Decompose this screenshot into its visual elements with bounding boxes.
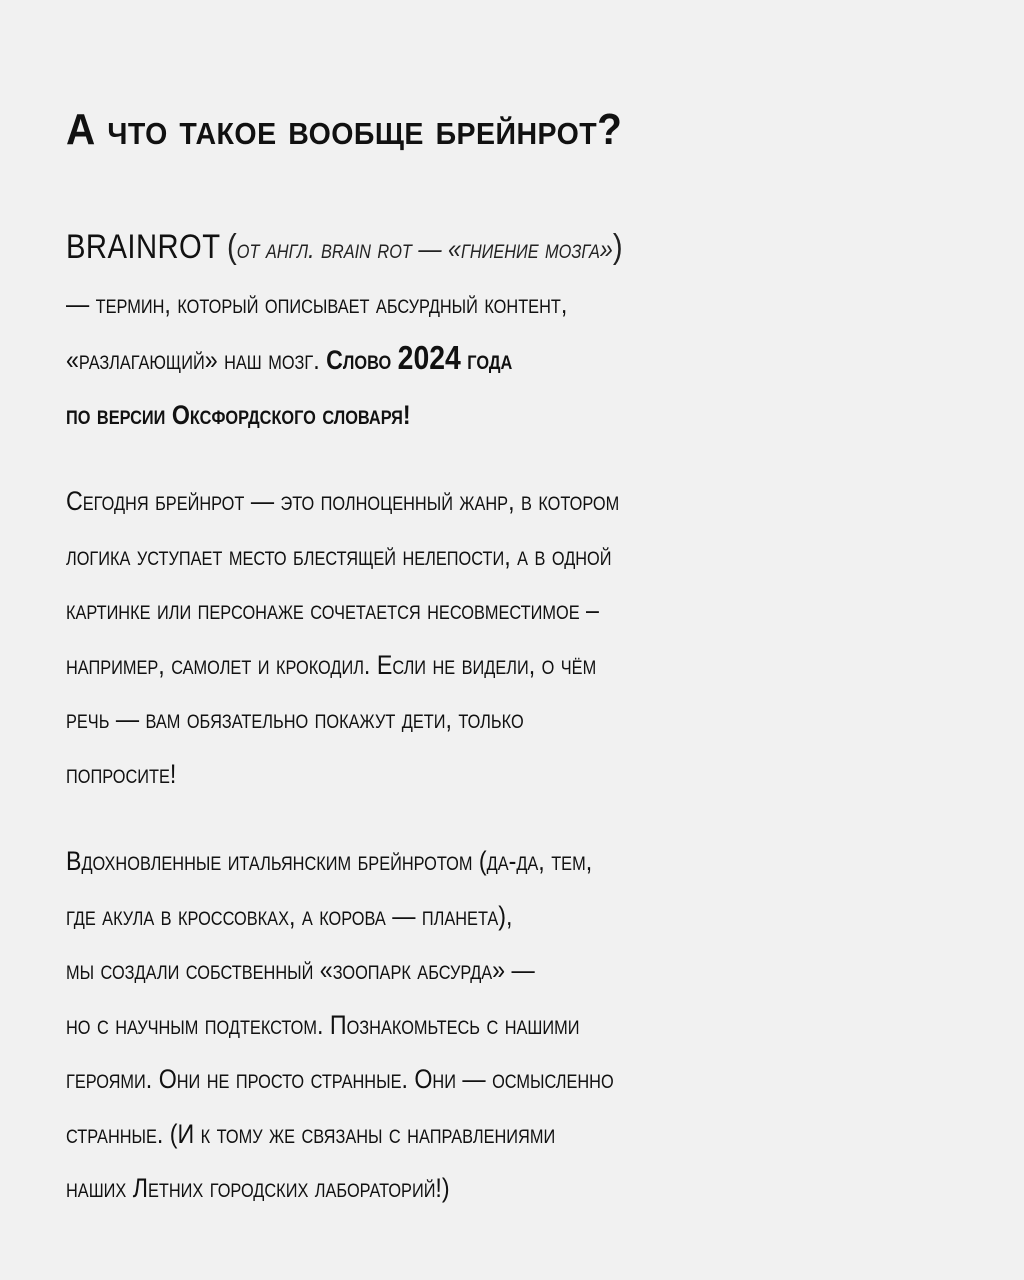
text-line: где акула в кроссовках, а корова — планета), [66,900,513,931]
text-line: Сегодня брейнрот — это полноценный жанр, в котором [66,486,620,516]
page-title: А что такое вообще брейнрот? [66,105,623,154]
definition-line-2: — термин, который описывает абсурдный контент, [66,288,568,319]
oxford-dictionary-mention: Оксфордского словаря! [171,399,411,430]
definition-paragraph [66,220,623,442]
definition-line-4: по версии Оксфордского словаря! [66,399,411,430]
zoo-paragraph [66,834,614,1216]
genre-paragraph [66,474,619,801]
text-line: картинке или персонаже сочетается несовместимое – [66,595,599,625]
text-line: странные. (И к тому же связаны с направлениями [66,1118,556,1149]
text-line: наших Летних городских лабораторий!) [66,1173,450,1203]
term-brainrot: BRAINROT [66,228,221,266]
text-line: но с научным подтекстом. Познакомьтесь с нашими [66,1009,580,1040]
text-line: логика уступает место блестящей нелепости, а в одной [66,540,612,571]
text-line: например, самолет и крокодил. Если не видели, о чём [66,649,597,680]
definition-line-3: «разлагающий» наш мозг. Слово 2024 года [66,339,513,376]
definition-line-1 [66,220,623,277]
text-line: Вдохновленные итальянским брейнротом (да-да, тем, [66,846,593,876]
text-line: мы создали собственный «зоопарк абсурда» — [66,955,535,985]
word-of-year-label: Слово [326,345,392,375]
text-line: попросите! [66,758,177,789]
year-value: 2024 [397,339,461,376]
text-line: героями. Они не просто странные. Они — осмысленно [66,1064,614,1094]
text-line: речь — вам обязательно покажут дети, только [66,704,524,734]
etymology: (от англ. brain rot — «гниение мозга») [226,228,623,266]
